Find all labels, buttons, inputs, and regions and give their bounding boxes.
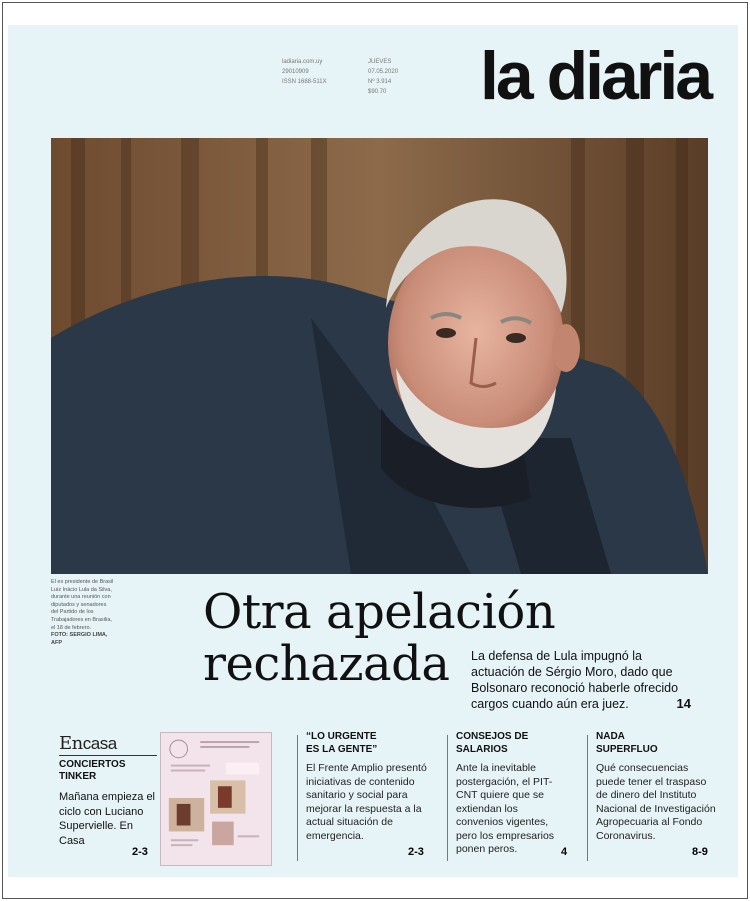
meta-website[interactable]: ladiaria.com.uy (282, 59, 323, 65)
encasa-title-en: En (59, 733, 83, 754)
column-page-number[interactable]: 8-9 (692, 846, 708, 858)
caption-text: El ex presidente de Brasil Luiz Inácio Lula da Silva, durante una reunión con diputados y senadores del Partido de los Trabajadores en Brasilia, el 18 de febrero. (51, 579, 114, 631)
column-heading (596, 731, 718, 756)
column-heading-line-2: SALARIOS (456, 743, 508, 755)
meta-date: 07.05.2020 (368, 69, 399, 75)
column-heading-line-1: “LO URGENTE (306, 731, 377, 742)
column-divider (297, 735, 298, 861)
meta-phone: 29010909 (282, 69, 309, 75)
deck-text: La defensa de Lula impugnó la actuación de Sérgio Moro, dado que Bolsonaro reconoció haberle ofrecido cargos cuando aún era juez. (471, 649, 679, 711)
column-heading-line-2: ES LA GENTE” (306, 743, 378, 755)
headline-line-1: Otra apelación (203, 584, 556, 640)
meta-weekday: JUEVES (368, 59, 392, 65)
news-column-frente-amplio[interactable] (306, 731, 428, 858)
newspaper-logo[interactable]: la diaria (480, 38, 711, 114)
column-heading-line-1: CONSEJOS DE (456, 731, 529, 742)
column-divider (447, 735, 448, 861)
supplement-cover-illustration (161, 733, 271, 865)
masthead-meta-web (282, 57, 327, 87)
column-body: Qué consecuencias puede tener el traspaso de dinero del Instituto Nacional de Investigación Agropecuaria al Fondo Coronavirus. (596, 762, 716, 842)
column-heading-line-1: NADA (596, 731, 625, 742)
news-column-consejos-salarios[interactable] (456, 731, 568, 857)
column-heading-line-2: SUPERFLUO (596, 743, 658, 755)
column-page-number[interactable]: 4 (561, 846, 568, 858)
headline-line-2: rechazada (203, 636, 450, 692)
encasa-section-logo (59, 733, 117, 754)
column-divider (587, 735, 588, 861)
masthead-meta-date (368, 57, 398, 97)
column-body: Ante la inevitable postergación, el PIT-CNT quiere que se extiendan los convenios vigentes, pero los empresarios ponen peros. (456, 762, 555, 855)
encasa-supplement-thumbnail[interactable] (160, 732, 272, 866)
encasa-divider (59, 755, 157, 756)
encasa-page-number[interactable]: 2-3 (132, 846, 148, 858)
meta-price: $90.70 (368, 89, 387, 95)
meta-issn: ISSN 1688-511X (282, 79, 327, 85)
meta-issue-number: Nº 3.914 (368, 79, 392, 85)
encasa-title-casa: casa (82, 734, 117, 753)
encasa-body: Mañana empieza el ciclo con Luciano Supervielle. En Casa (59, 791, 156, 847)
photo-credit: FOTO: SERGIO LIMA, AFP (51, 632, 108, 646)
lead-deck (471, 648, 691, 712)
column-heading (306, 731, 428, 756)
news-column-nada-superfluo[interactable] (596, 731, 718, 858)
lead-photo[interactable] (51, 138, 708, 574)
column-heading (456, 731, 568, 756)
column-body: El Frente Amplio presentó iniciativas de contenido sanitario y social para mejorar la respuesta a la actual situación de emergencia. (306, 762, 427, 842)
portrait-illustration (51, 138, 708, 574)
encasa-heading-line-1: CONCIERTOS (59, 759, 126, 770)
lead-page-number[interactable]: 14 (676, 696, 691, 711)
encasa-heading-line-2: TINKER (59, 771, 97, 782)
photo-caption (51, 579, 115, 647)
encasa-heading[interactable] (59, 759, 126, 783)
column-page-number[interactable]: 2-3 (408, 846, 424, 858)
